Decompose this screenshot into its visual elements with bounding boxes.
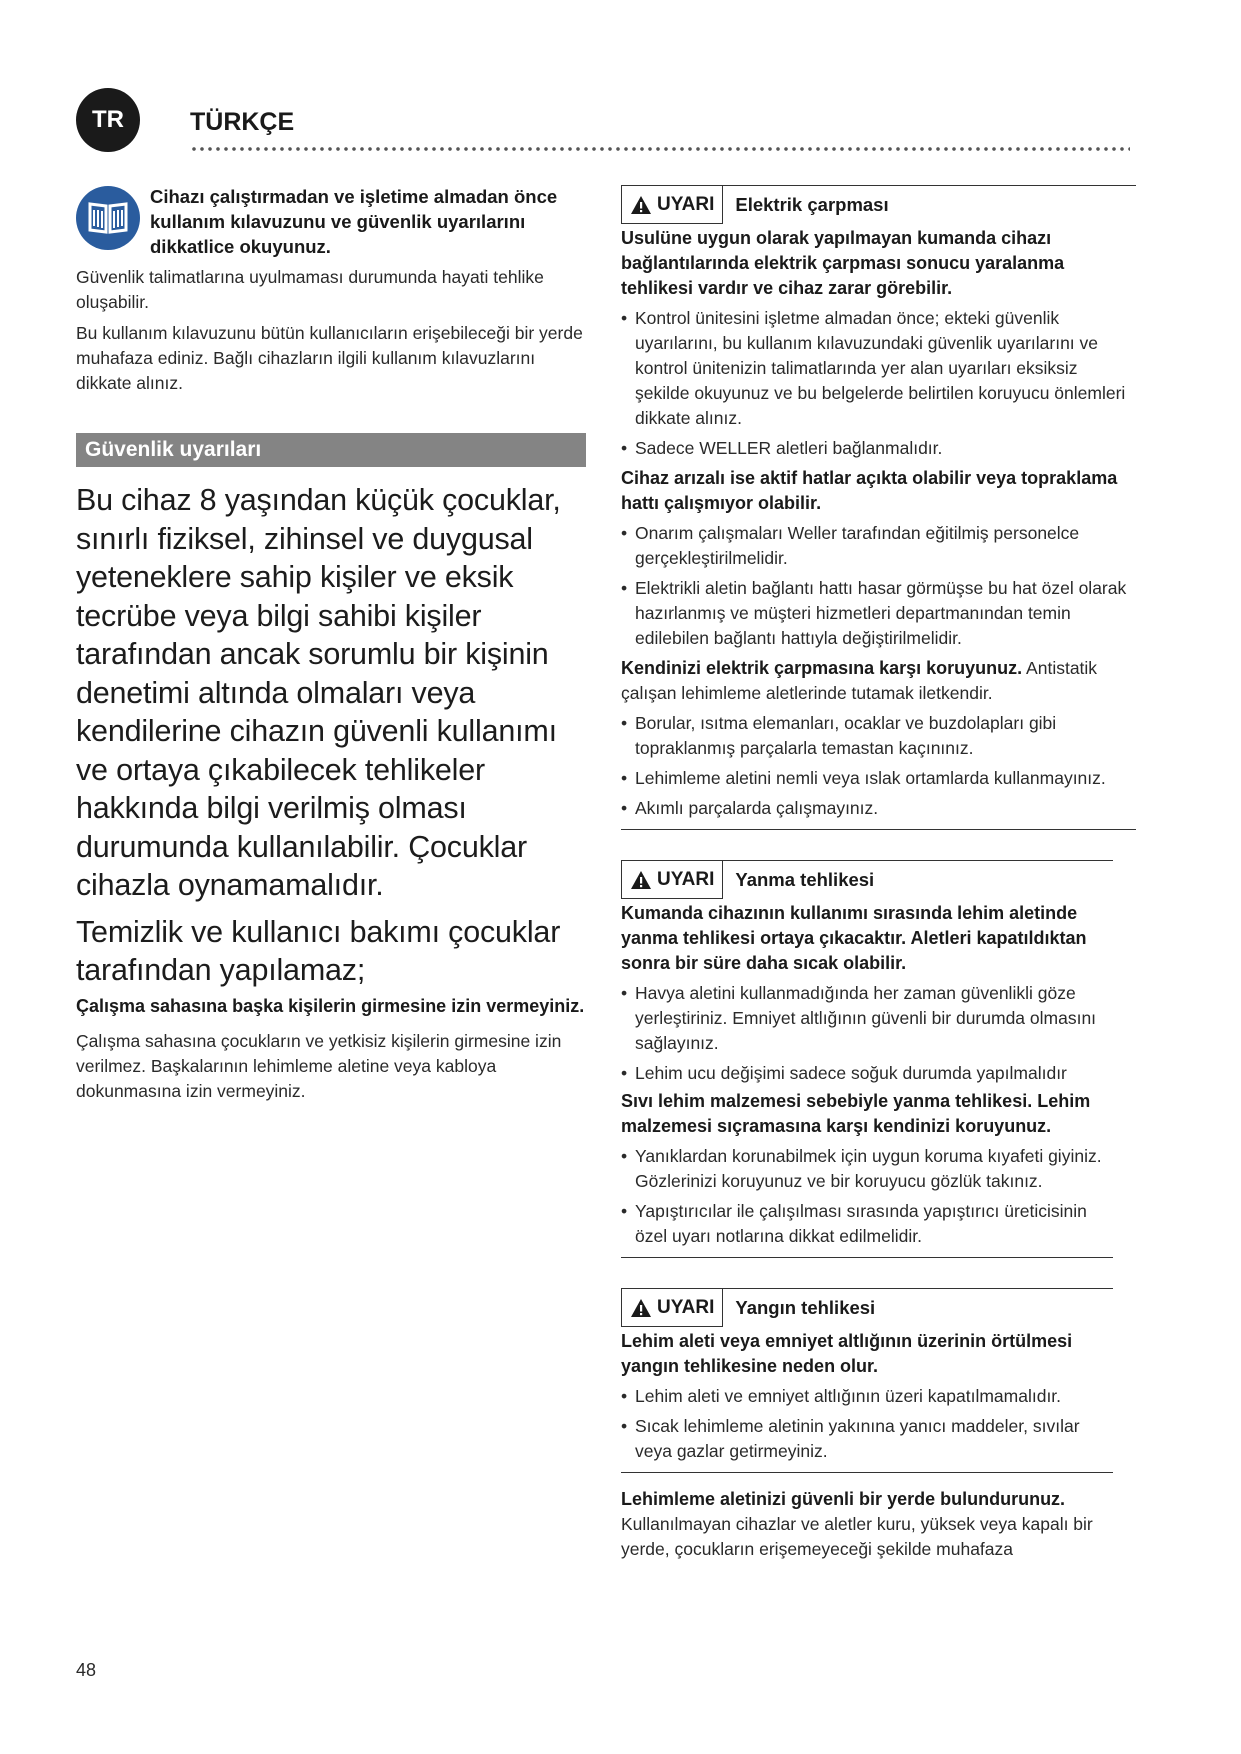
- page-number: 48: [76, 1660, 97, 1680]
- bullet-list: [621, 306, 1136, 461]
- warning-triangle-icon: [630, 1298, 652, 1318]
- manual-heading: Cihazı çalıştırmadan ve işletime almadan önce kullanım kılavuzunu ve güvenlik uyarılarını dikkatlice okuyunuz.: [150, 186, 558, 257]
- list-item: • Yanıklardan korunabilmek için uygun koruma kıyafeti giyiniz. Gözlerinizi koruyunuz ve bir koruyucu gözlük takınız.: [621, 1144, 1113, 1194]
- left-column: [76, 184, 586, 1104]
- warning-triangle-icon: [630, 195, 652, 215]
- work-area-paragraph: Çalışma sahasına çocukların ve yetkisiz kişilerin girmesine izin verilmez. Başkalarının lehimleme aletine veya kabloya dokunmasına izin vermeyiniz.: [76, 1030, 562, 1101]
- section-heading-safety: Güvenlik uyarıları: [76, 433, 586, 467]
- warning-label-text: UYARI: [657, 194, 715, 215]
- paragraph-keep-manual: Bu kullanım kılavuzunu bütün kullanıcıların erişebileceği bir yerde muhafaza ediniz. Bağlı cihazların ilgili kullanım kılavuzlarını dikkate alınız.: [76, 323, 583, 393]
- bullet-list: [621, 521, 1136, 651]
- warning-title: Yanma tehlikesi: [735, 869, 875, 890]
- bullet-list: [621, 981, 1113, 1086]
- warning-label: [621, 186, 723, 224]
- list-item: • Lehim ucu değişimi sadece soğuk durumda yapılmalıdır: [621, 1061, 1113, 1086]
- bullet-list: [621, 1144, 1113, 1249]
- right-column: [621, 185, 1136, 1562]
- warning-intro: Usulüne uygun olarak yapılmayan kumanda cihazı bağlantılarında elektrik çarpması sonucu yaralanma tehlikesi vardır ve cihaz zarar görebilir.: [621, 228, 1065, 298]
- warning-title: Elektrik çarpması: [735, 194, 889, 215]
- warning-header: [621, 185, 1136, 224]
- list-item: • Borular, ısıtma elemanları, ocaklar ve buzdolapları gibi topraklanmış parçalarla temastan kaçınınız.: [621, 711, 1136, 761]
- cleaning-warning-text: Temizlik ve kullanıcı bakımı çocuklar tarafından yapılamaz;: [76, 914, 561, 987]
- list-item: • Havya aletini kullanmadığında her zaman güvenlikli göze yerleştiriniz. Emniyet altlığının güvenli bir durumda olmasını sağlayınız.: [621, 981, 1113, 1056]
- warning-subheading: Sıvı lehim malzemesi sebebiyle yanma tehlikesi. Lehim malzemesi sıçramasına karşı kendinizi koruyunuz.: [621, 1091, 1091, 1136]
- list-item: • Onarım çalışmaları Weller tarafından eğitilmiş personelce gerçekleştirilmelidir.: [621, 521, 1136, 571]
- store-safely-text: Kullanılmayan cihazlar ve aletler kuru, yüksek veya kapalı bir yerde, çocukların erişemeyeceği şekilde muhafaza: [621, 1514, 1093, 1559]
- warning-electric-shock: [621, 185, 1136, 830]
- warning-fire: [621, 1288, 1113, 1473]
- warning-label: [621, 861, 723, 899]
- warning-label-text: UYARI: [657, 869, 715, 890]
- warning-header: [621, 860, 1113, 899]
- warning-end-rule: [621, 1472, 1113, 1473]
- dotted-divider: [190, 146, 1130, 152]
- warning-title: Yangın tehlikesi: [735, 1297, 876, 1318]
- list-item: • Kontrol ünitesini işletme almadan önce; ekteki güvenlik uyarılarını, bu kullanım kılavuzundaki güvenlik uyarılarını ve kontrol ünitenizin talimatlarında yer alan uyarıları eksiksiz şekilde okuyunuz ve bu belgelerde belirtilen koruyucu önlemleri dikkate alınız.: [621, 306, 1136, 431]
- list-item: • Yapıştırıcılar ile çalışılması sırasında yapıştırıcı üreticisinin özel uyarı notlarına dikkat edilmelidir.: [621, 1199, 1113, 1249]
- bullet-list: [621, 711, 1136, 821]
- language-title: TÜRKÇE: [190, 108, 295, 136]
- read-manual-notice: [76, 184, 586, 259]
- warning-intro: Lehim aleti veya emniyet altlığının üzerinin örtülmesi yangın tehlikesine neden olur.: [621, 1331, 1073, 1376]
- work-area-heading: Çalışma sahasına başka kişilerin girmesine izin vermeyiniz.: [76, 995, 585, 1016]
- paragraph-danger: Güvenlik talimatlarına uyulmaması durumunda hayati tehlike oluşabilir.: [76, 267, 544, 312]
- warning-burn: [621, 860, 1113, 1258]
- list-item: • Sıcak lehimleme aletinin yakınına yanıcı maddeler, sıvılar veya gazlar getirmeyiniz.: [621, 1414, 1113, 1464]
- list-item: • Lehimleme aletini nemli veya ıslak ortamlarda kullanmayınız.: [621, 766, 1136, 791]
- children-warning-text: Bu cihaz 8 yaşından küçük çocuklar, sınırlı fiziksel, zihinsel ve duygusal yeteneklere sahip kişiler ve eksik tecrübe veya bilgi sahibi kişiler tarafından ancak sorumlu bir kişinin denetimi altında olmaları veya kendilerine cihazın güvenli kullanımı ve ortaya çıkabilecek tehlikeler hakkında bilgi verilmiş olması durumunda kullanılabilir. Çocuklar cihazla oynamamalıdır.: [76, 483, 561, 902]
- warning-intro: Kumanda cihazının kullanımı sırasında lehim aletinde yanma tehlikesi ortaya çıkacaktır. Aletleri kapatıldıktan sonra bir süre daha sıcak olabilir.: [621, 903, 1087, 973]
- list-item: • Sadece WELLER aletleri bağlanmalıdır.: [621, 436, 1136, 461]
- warning-label-text: UYARI: [657, 1297, 715, 1318]
- antistatic-text: Antistatik çalışan lehimleme aletlerinde tutamak iletkendir.: [621, 658, 1098, 703]
- list-item: • Lehim aleti ve emniyet altlığının üzeri kapatılmamalıdır.: [621, 1384, 1113, 1409]
- warning-subheading: Cihaz arızalı ise aktif hatlar açıkta olabilir veya topraklama hattı çalışmıyor olabilir.: [621, 468, 1118, 513]
- list-item: • Elektrikli aletin bağlantı hattı hasar görmüşse bu hat özel olarak hazırlanmış ve müşteri hizmetleri departmanından temin edilebilen bağlantı hattıyla değiştirilmelidir.: [621, 576, 1136, 651]
- antistatic-paragraph: [621, 656, 1136, 706]
- bullet-list: [621, 1384, 1113, 1464]
- warning-header: [621, 1288, 1113, 1327]
- open-book-icon: [76, 186, 140, 250]
- language-badge: TR: [76, 88, 140, 152]
- store-safely-heading: Lehimleme aletinizi güvenli bir yerde bulundurunuz.: [621, 1489, 1066, 1509]
- warning-label: [621, 1289, 723, 1327]
- warning-triangle-icon: [630, 870, 652, 890]
- list-item: • Akımlı parçalarda çalışmayınız.: [621, 796, 1136, 821]
- antistatic-heading: Kendinizi elektrik çarpmasına karşı koruyunuz.: [621, 658, 1023, 678]
